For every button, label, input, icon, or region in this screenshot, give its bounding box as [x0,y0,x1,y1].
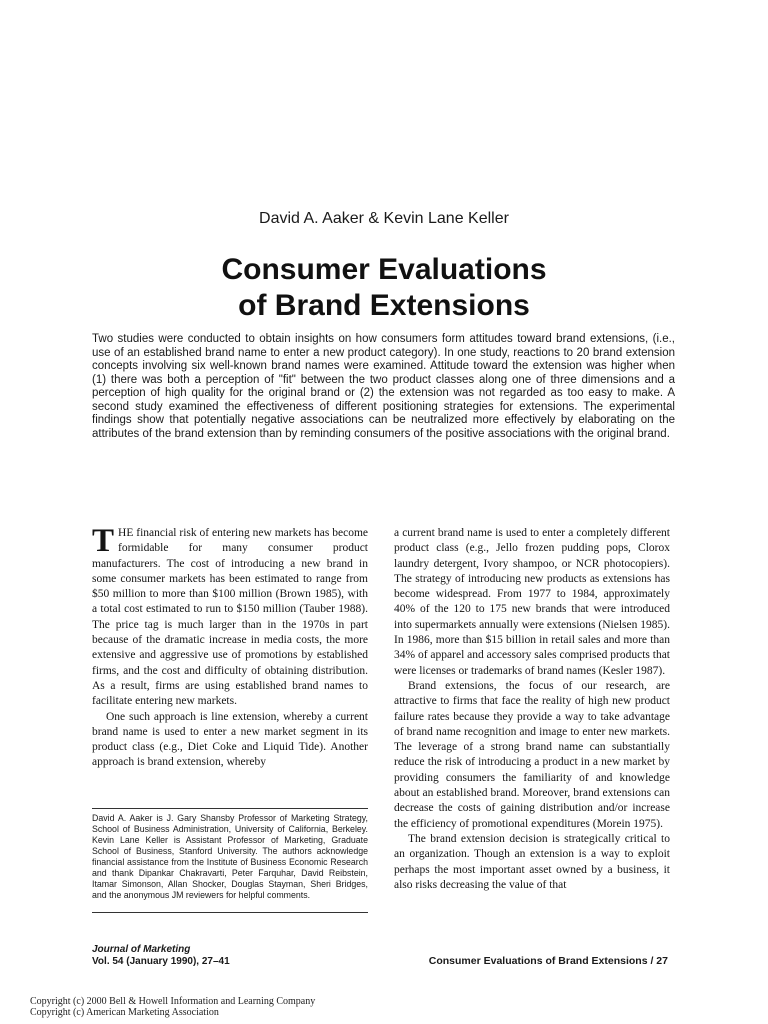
body-paragraph: Brand extensions, the focus of our research, are attractive to firms that face the reality of high new product failure rates because they provide a way to take advantage of brand name recognition and image to enter new markets. The leverage of a strong brand name can substantially reduce the risk of introducing a product in a new market by providing consumers the familiarity of and knowledge about an established brand. Moreover, brand extensions can decrease the costs of gaining distribution and/or increase the efficiency of promotional expenditures (Morein 1975). [394,679,670,830]
article-title [0,252,768,324]
author-names: David A. Aaker & Kevin Lane Keller [259,210,509,227]
footnote-divider [92,808,368,809]
paragraph-text: financial risk of entering new markets has become formidable for many consumer product manufacturers. The cost of introducing a new brand in some consumer markets has been estimated to range from $50 million to more than $100 million (Brown 1985), with a total cost estimated to run to $150 million (Tauber 1988). The price tag is much larger than in the 1970s in part because of the dramatic increase in media costs, the more extensive and aggressive use of promotions by established firms, and the cost and difficulty of obtaining distribution. As a result, firms are using established brand names to facilitate entering new markets. [92,527,368,708]
author-footnote: David A. Aaker is J. Gary Shansby Professor of Marketing Strategy, School of Business Administration, University of California, Berkeley. Kevin Lane Keller is Assistant Professor of Marketing, Graduate School of Business, Stanford University. The authors acknowledge financial assistance from the Institute of Business Economic Research and thank Dipankar Chakravarti, Peter Farquhar, David Reibstein, Itamar Simonson, Allan Shocker, Douglas Stayman, Sheri Bridges, and the anonymous JM reviewers for helpful comments. [92,813,368,900]
title-line-2: of Brand Extensions [238,289,530,322]
journal-volume: Vol. 54 (January 1990), 27–41 [92,956,230,967]
body-paragraph: a current brand name is used to enter a completely different product class (e.g., Jello frozen pudding pops, Clorox laundry detergent, Ivory shampoo, or NCR photocopiers). The strategy of introducing new products as extensions has become widespread. From 1977 to 1984, approximately 40% of the 120 to 175 new brands that were introduced into supermarkets annually were extensions (Nielsen 1985). In 1986, more than $15 billion in retail sales and more than 34% of apparel and accessory sales comprised products that were licenses or trademarks of brand names (Kesler 1987). [394,527,670,677]
copyright-notice [30,996,315,1018]
body-paragraph: One such approach is line extension, whereby a current brand name is used to enter a new market segment in its product class (e.g., Diet Coke and Liquid Tide). Another approach is brand extension, whereby [92,710,368,769]
title-line-1: Consumer Evaluations [221,253,547,286]
drop-cap: T [92,523,115,559]
copyright-line-1: Copyright (c) 2000 Bell & Howell Information and Learning Company [30,996,316,1007]
body-column-right [394,526,670,893]
body-paragraph [92,523,368,710]
lead-in: HE [118,527,134,539]
journal-name: Journal of Marketing [92,944,191,955]
footnote-divider-bottom [92,912,368,913]
copyright-line-2: Copyright (c) American Marketing Association [30,1007,219,1018]
body-paragraph: The brand extension decision is strategically critical to an organization. Though an extension is a way to exploit perhaps the most important asset owned by a business, it also risks decreasing the value of that [394,832,670,891]
running-footer: Consumer Evaluations of Brand Extensions / 27 [428,955,668,967]
journal-citation [92,944,230,968]
abstract: Two studies were conducted to obtain insights on how consumers form attitudes toward brand extensions, (i.e., use of an established brand name to enter a new product category). In one study, reactions to 20 brand extension concepts involving six well-known brand names were examined. Attitude toward the extension was higher when (1) there was both a perception of "fit" between the two product classes along one of three dimensions and a perception of high quality for the original brand or (2) the extension was not regarded as too easy to make. A second study examined the effectiveness of different positioning strategies for extensions. The experimental findings show that potentially negative associations can be neutralized more effectively by elaborating on the attributes of the brand extension than by reminding consumers of the positive associations with the original brand. [92,333,675,440]
body-column-left [92,523,368,771]
